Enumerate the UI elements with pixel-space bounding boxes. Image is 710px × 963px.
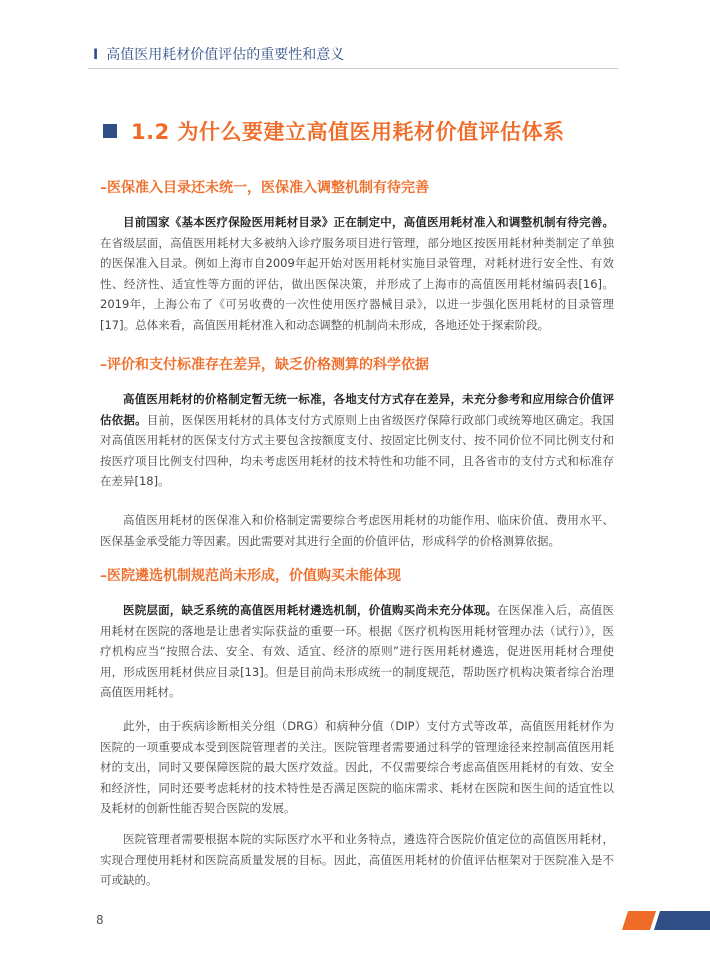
paragraph-bold-lead: 目前国家《基本医疗保险医用耗材目录》正在制定中，高值医用耗材准入和调整机制有待完善。 — [123, 215, 614, 229]
subsection-heading-3: –医院遴选机制规范尚未形成，价值购买未能体现 — [100, 568, 401, 584]
header-title: 高值医用耗材价值评估的重要性和意义 — [106, 47, 345, 63]
paragraph-bold-lead: 医院层面，缺乏系统的高值医用耗材遴选机制，价值购买尚未充分体现。 — [123, 603, 498, 617]
section-title-text: 1.2 为什么要建立高值医用耗材价值评估体系 — [131, 120, 565, 144]
paragraph — [100, 212, 614, 336]
paragraph — [100, 716, 614, 819]
running-header — [93, 44, 344, 64]
paragraph — [100, 510, 614, 551]
paragraph — [100, 389, 614, 492]
paragraph-text: 此外，由于疾病诊断相关分组（DRG）和病种分值（DIP）支付方式等改革，高值医用耗材作为医院的一项重要成本受到医院管理者的关注。医院管理者需要通过科学的管理途径来控制高值医用耗材的支出，同时又要保障医院的最大医疗效益。因此，不仅需要综合考虑高值医用耗材的有效、安全和经济性，同时还要考虑耗材的技术特性是否满足医院的临床需求、耗材在医院和医生间的适宜性以及耗材的创新性能否契合医院的发展。 — [100, 719, 614, 816]
page-number: 8 — [96, 913, 104, 927]
subsection-heading-2: –评价和支付标准存在差异，缺乏价格测算的科学依据 — [100, 357, 429, 373]
paragraph-text: 医院管理者需要根据本院的实际医疗水平和业务特点，遴选符合医院价值定位的高值医用耗材，实现合理使用耗材和医院高质量发展的目标。因此，高值医用耗材的价值评估框架对于医院准入是不可或缺的。 — [100, 832, 614, 888]
paragraph-text: 在省级层面，高值医用耗材大多被纳入诊疗服务项目进行管理，部分地区按医用耗材种类制定了单独的医保准入目录。例如上海市自2009年起开始对医用耗材实施目录管理，对耗材进行安全性、有效性、经济性、适宜性等方面的评估，做出医保决策，并形成了上海市的高值医用耗材编码表[16]。2019年，上海公布了《可另收费的一次性使用医疗器械目录》，以进一步强化医用耗材的目录管理[17]。总体来看，高值医用耗材准入和动态调整的机制尚未形成，各地还处于探索阶段。 — [100, 235, 614, 332]
title-square-icon — [103, 124, 117, 138]
paragraph-bold-lead: 高值医用耗材的价格制定暂无统一标准，各地支付方式存在差异，未充分参考和应用综合价值评估依据。 — [100, 392, 614, 427]
header-divider — [88, 68, 618, 69]
header-bar-mark: I — [93, 47, 99, 63]
paragraph-text: 目前，医保医用耗材的具体支付方式原则上由省级医疗保障行政部门或统筹地区确定。我国对高值医用耗材的医保支付方式主要包含按额度支付、按固定比例支付、按不同价位不同比例支付和按医疗项目比例支付四种，均未考虑医用耗材的技术特性和功能不同，且各省市的支付方式和标准存在差异[18]。 — [100, 412, 615, 489]
subsection-heading-1: –医保准入目录还未统一，医保准入调整机制有待完善 — [100, 180, 429, 196]
paragraph-text: 在医保准入后，高值医用耗材在医院的落地是让患者实际获益的重要一环。根据《医疗机构医用耗材管理办法（试行）》，医疗机构应当“按照合法、安全、有效、适宜、经济的原则”进行医用耗材遴选，促进医用耗材合理使用，形成医用耗材供应目录[13]。但是目前尚未形成统一的制度规范，帮助医疗机构决策者综合治理高值医用耗材。 — [100, 603, 615, 700]
footer-stripes-decoration — [620, 911, 710, 930]
paragraph-text: 高值医用耗材的医保准入和价格制定需要综合考虑医用耗材的功能作用、临床价值、费用水平、医保基金承受能力等因素。因此需要对其进行全面的价值评估，形成科学的价格测算依据。 — [100, 513, 614, 548]
section-title — [103, 118, 565, 144]
paragraph — [100, 829, 614, 891]
paragraph — [100, 600, 614, 703]
